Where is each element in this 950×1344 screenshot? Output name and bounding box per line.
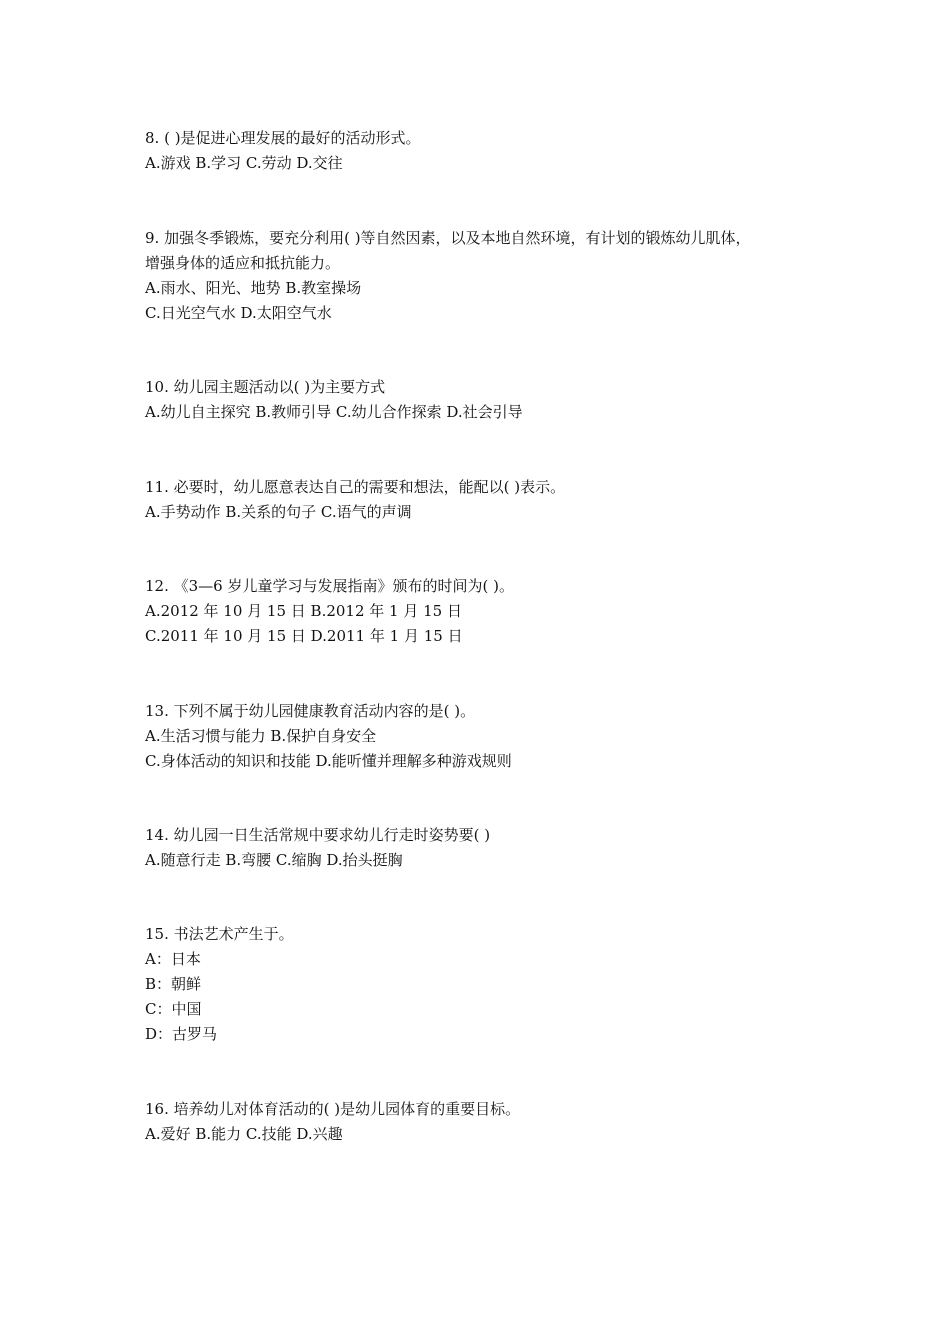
answer-option-a: A：日本 <box>145 950 201 968</box>
answer-option-b: B：朝鲜 <box>145 975 202 993</box>
question-stem: 10. 幼儿园主题活动以( )为主要方式 <box>145 378 386 396</box>
answer-options: C.2011 年 10 月 15 日 D.2011 年 1 月 15 日 <box>145 627 463 645</box>
question-stem: 16. 培养幼儿对体育活动的( )是幼儿园体育的重要目标。 <box>145 1100 521 1118</box>
question-16 <box>145 1097 825 1147</box>
answer-options: A.随意行走 B.弯腰 C.缩胸 D.抬头挺胸 <box>145 851 403 869</box>
answer-options: C.身体活动的知识和技能 D.能听懂并理解多种游戏规则 <box>145 752 512 770</box>
question-stem: 15. 书法艺术产生于。 <box>145 925 294 943</box>
question-9 <box>145 226 825 326</box>
answer-options: A.爱好 B.能力 C.技能 D.兴趣 <box>145 1125 343 1143</box>
question-10 <box>145 375 825 425</box>
question-13 <box>145 699 825 774</box>
answer-options: A.游戏 B.学习 C.劳动 D.交往 <box>145 154 343 172</box>
question-15 <box>145 922 825 1047</box>
question-8 <box>145 126 825 176</box>
question-11 <box>145 475 825 525</box>
question-12 <box>145 574 825 649</box>
question-stem: 9. 加强冬季锻炼，要充分利用( )等自然因素，以及本地自然环境，有计划的锻炼幼儿肌体， <box>145 229 751 247</box>
answer-options: C.日光空气水 D.太阳空气水 <box>145 304 332 322</box>
answer-options: A.幼儿自主探究 B.教师引导 C.幼儿合作探索 D.社会引导 <box>145 403 523 421</box>
answer-options: A.生活习惯与能力 B.保护自身安全 <box>145 727 377 745</box>
question-stem: 12. 《3—6 岁儿童学习与发展指南》颁布的时间为( )。 <box>145 577 514 595</box>
answer-options: A.2012 年 10 月 15 日 B.2012 年 1 月 15 日 <box>145 602 462 620</box>
answer-options: A.雨水、阳光、地势 B.教室操场 <box>145 279 362 297</box>
question-14 <box>145 823 825 873</box>
answer-option-c: C：中国 <box>145 1000 202 1018</box>
answer-options: A.手势动作 B.关系的句子 C.语气的声调 <box>145 503 412 521</box>
question-stem: 11. 必要时，幼儿愿意表达自己的需要和想法，能配以( )表示。 <box>145 478 566 496</box>
question-stem: 8. ( )是促进心理发展的最好的活动形式。 <box>145 129 421 147</box>
question-stem-continued: 增强身体的适应和抵抗能力。 <box>145 254 341 272</box>
question-stem: 13. 下列不属于幼儿园健康教育活动内容的是( )。 <box>145 702 476 720</box>
answer-option-d: D：古罗马 <box>145 1025 218 1043</box>
question-stem: 14. 幼儿园一日生活常规中要求幼儿行走时姿势要( ) <box>145 826 491 844</box>
